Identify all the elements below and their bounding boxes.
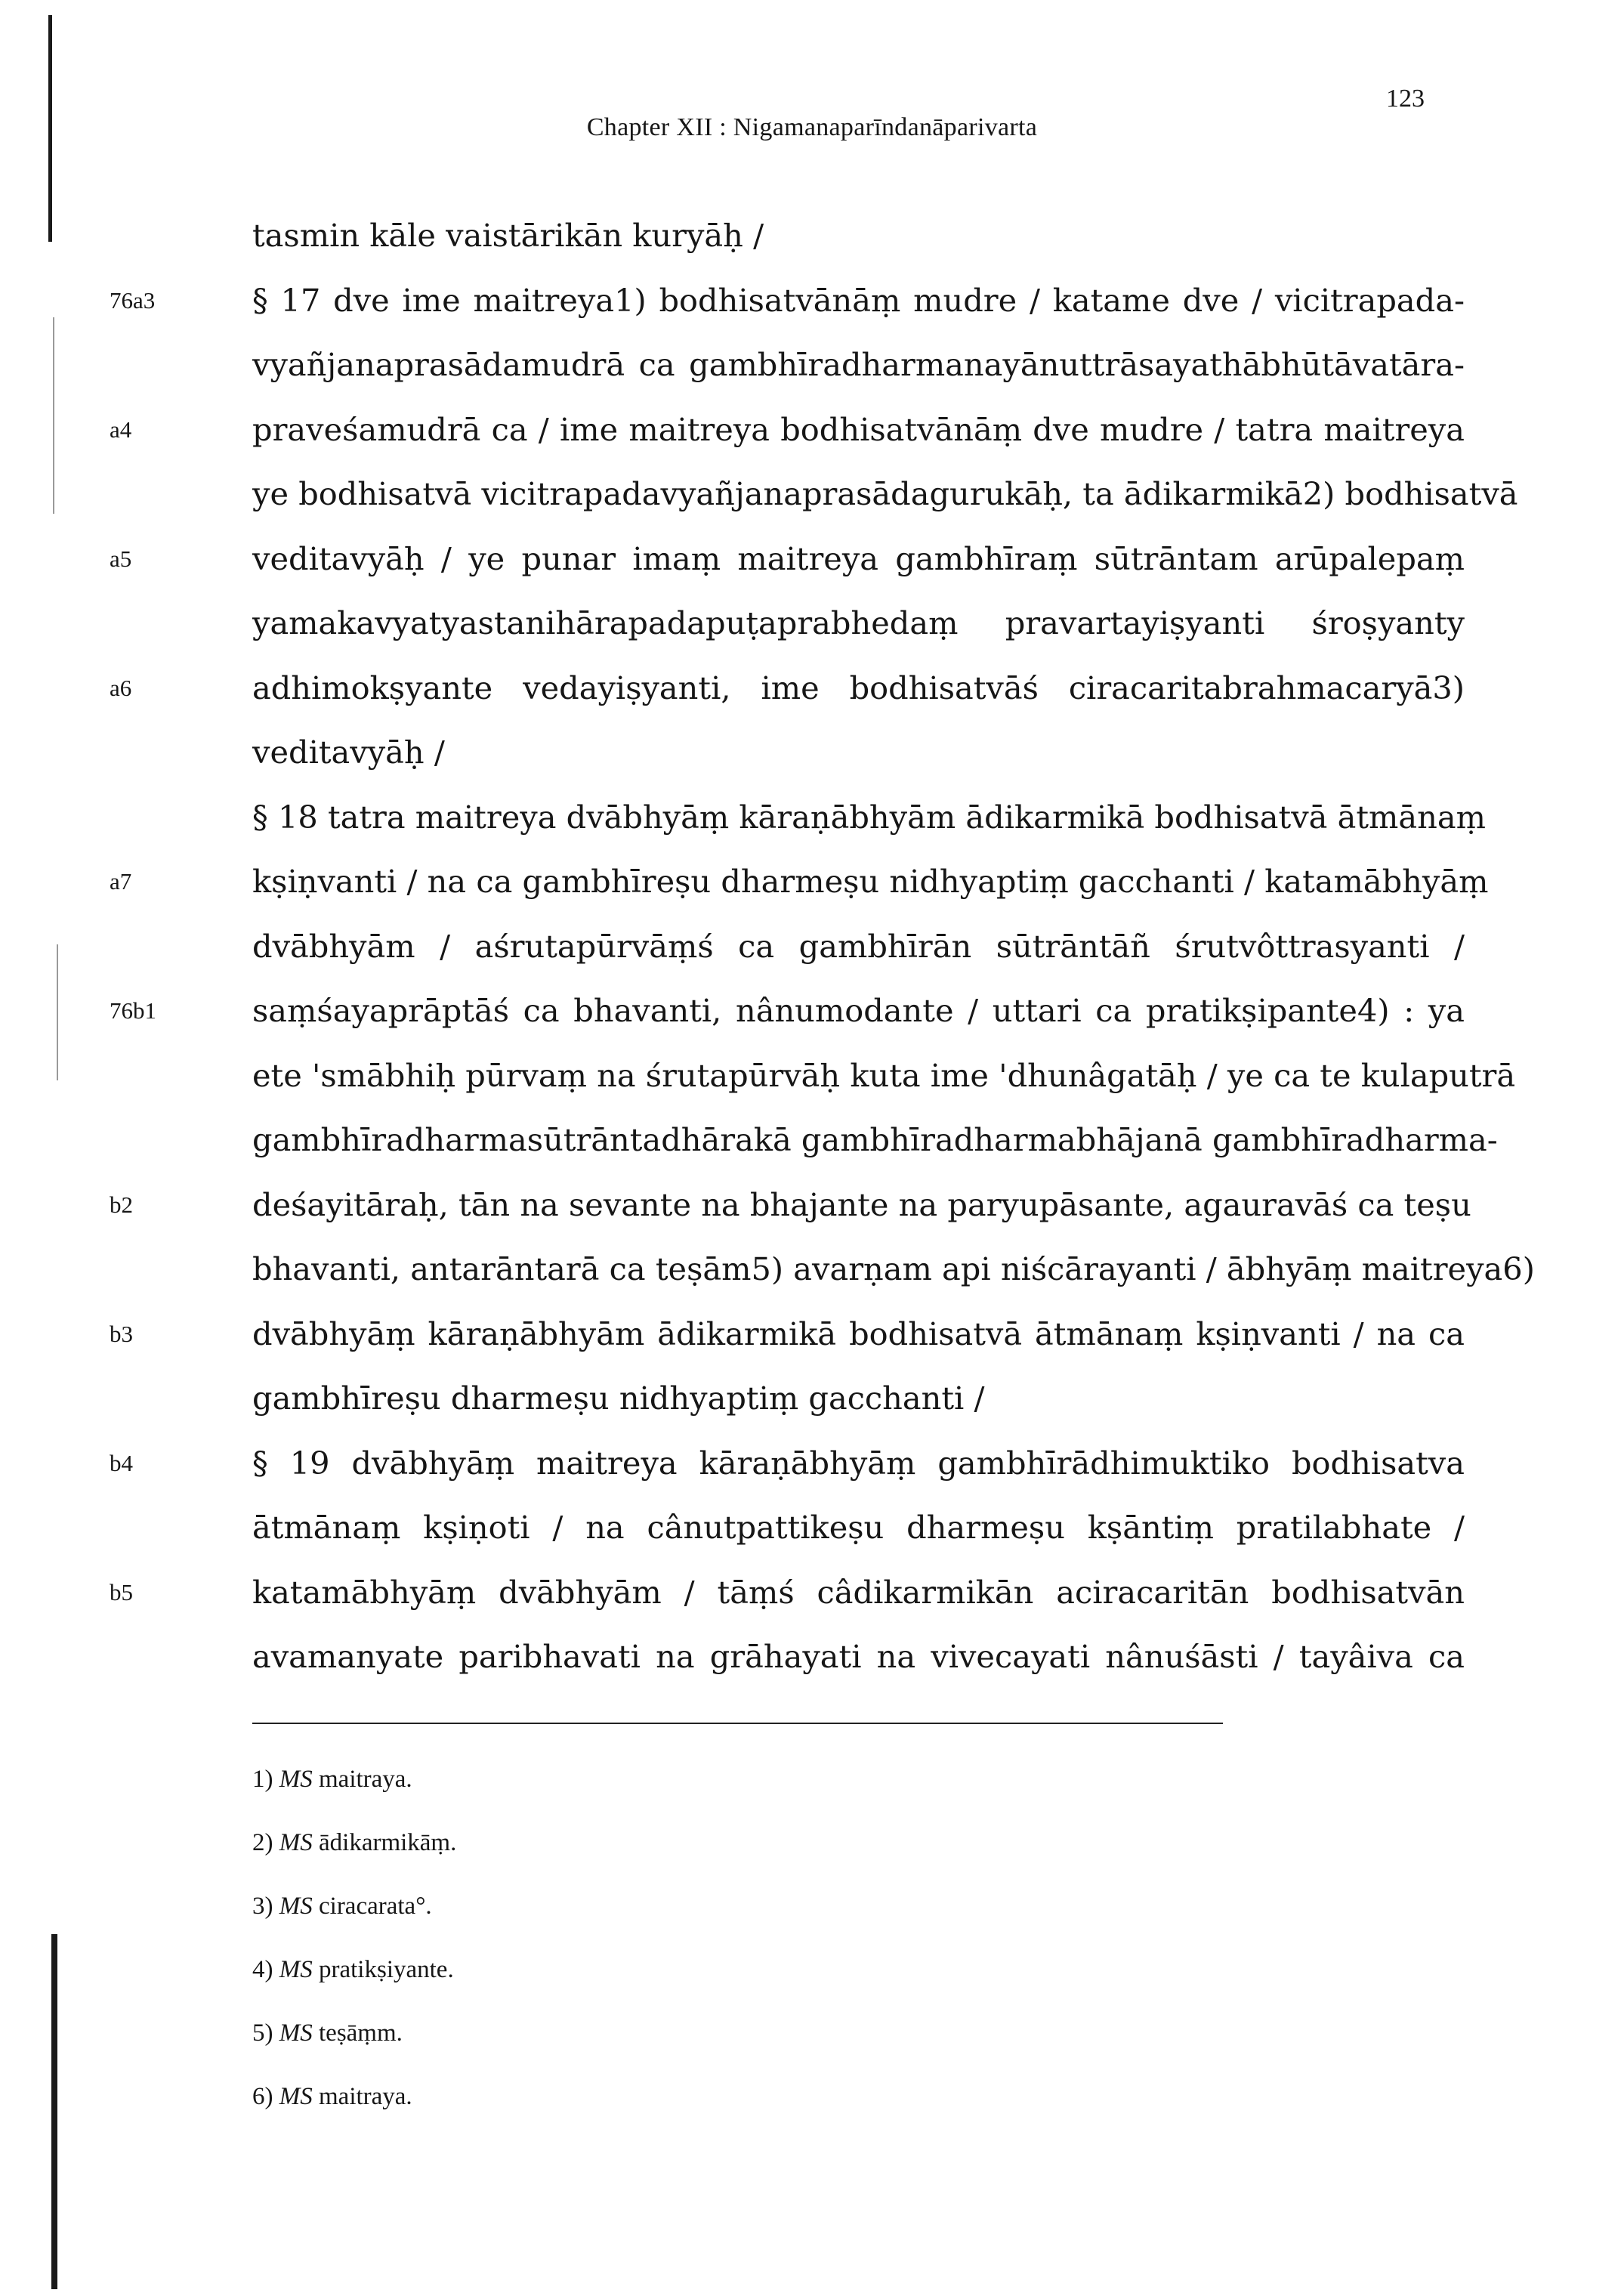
manuscript-siglum: MS [279,2083,313,2110]
footnote-text: ciracarata°. [319,1893,432,1920]
footnote-text: teṣāṃm. [319,2019,403,2047]
text-line: avamanyate paribhavati na grāhayati na vivecayati nânuśāsti / tayâiva ca [252,1638,1465,1675]
footnote-text: ādikarmikāṃ. [319,1829,457,1856]
manuscript-siglum: MS [279,1829,313,1856]
footnote [252,2014,1008,2052]
folio-marker: b2 [110,1191,133,1218]
footnote-text: maitraya. [319,1766,412,1793]
text-line: gambhīradharmasūtrāntadhārakā gambhīradharmabhājanā gambhīradharma- [252,1121,1498,1158]
footnote [252,1824,1008,1862]
text-line: gambhīreṣu dharmeṣu nidhyaptiṃ gacchanti / [252,1380,985,1417]
footnote-number: 4) [252,1956,273,1983]
text-line: veditavyāḥ / ye punar imaṃ maitreya gambhīraṃ sūtrāntam arūpalepaṃ [252,540,1465,577]
text-line: praveśamudrā ca / ime maitreya bodhisatvānāṃ dve mudre / tatra maitreya [252,411,1465,448]
footnote-text: pratikṣiyante. [319,1956,454,1983]
text-line: deśayitāraḥ, tān na sevante na bhajante na paryupāsante, agauravāś ca teṣu [252,1186,1471,1223]
text-line: saṃśayaprāptāś ca bhavanti, nânumodante / uttari ca pratikṣipante4) : ya [252,992,1465,1029]
text-line: ye bodhisatvā vicitrapadavyañjanaprasādagurukāḥ, ta ādikarmikā2) bodhisatvā [252,475,1518,512]
footnote [252,1887,1008,1925]
scan-speck [53,317,54,514]
text-line: yamakavyatyastanihārapadapuṭaprabhedaṃ pravartayiṣyanti śroṣyanty [252,604,1465,641]
page-number: 123 [1386,85,1425,113]
folio-marker: b5 [110,1579,133,1605]
manuscript-siglum: MS [279,1766,313,1793]
text-line: veditavyāḥ / [252,734,445,771]
footnote-rule [252,1723,1223,1724]
text-line: adhimokṣyante vedayiṣyanti, ime bodhisatvāś ciracaritabrahmacaryā3) [252,669,1465,706]
footnote [252,1760,1008,1798]
text-line: dvābhyāṃ kāraṇābhyām ādikarmikā bodhisatvā ātmānaṃ kṣiṇvanti / na ca [252,1315,1465,1352]
text-line: vyañjanaprasādamudrā ca gambhīradharmanayānuttrāsayathābhūtāvatāra- [252,346,1465,383]
footnote-number: 3) [252,1893,273,1920]
manuscript-siglum: MS [279,2019,313,2047]
folio-marker: a5 [110,545,132,572]
folio-marker: a6 [110,675,132,701]
scan-speck [57,944,58,1080]
text-line: tasmin kāle vaistārikān kuryāḥ / [252,217,764,254]
text-line: ete 'smābhiḥ pūrvaṃ na śrutapūrvāḥ kuta ime 'dhunâgatāḥ / ye ca te kulaputrā [252,1057,1516,1094]
text-line: § 18 tatra maitreya dvābhyāṃ kāraṇābhyām ādikarmikā bodhisatvā ātmānaṃ [252,799,1486,836]
folio-marker: 76b1 [110,997,156,1024]
folio-marker: b4 [110,1450,133,1476]
manuscript-siglum: MS [279,1893,313,1920]
footnote-number: 2) [252,1829,273,1856]
text-line: dvābhyām / aśrutapūrvāṃś ca gambhīrān sūtrāntāñ śrutvôttrasyanti / [252,928,1465,965]
text-line: § 17 dve ime maitreya1) bodhisatvānāṃ mudre / katame dve / vicitrapada- [252,282,1465,319]
footnote [252,2078,1008,2115]
text-line: bhavanti, antarāntarā ca teṣām5) avarṇam api niścārayanti / ābhyāṃ maitreya6) [252,1250,1535,1287]
footnote-number: 5) [252,2019,273,2047]
manuscript-siglum: MS [279,1956,313,1983]
footnote-number: 6) [252,2083,273,2110]
scan-edge-bottom [51,1934,57,2289]
footnote-number: 1) [252,1766,273,1793]
running-header: Chapter XII : Nigamanaparīndanāparivarta [586,113,1038,141]
text-line: kṣiṇvanti / na ca gambhīreṣu dharmeṣu nidhyaptiṃ gacchanti / katamābhyāṃ [252,863,1489,900]
text-line: katamābhyāṃ dvābhyām / tāṃś câdikarmikān aciracaritān bodhisatvān [252,1574,1465,1611]
text-line: § 19 dvābhyāṃ maitreya kāraṇābhyāṃ gambhīrādhimuktiko bodhisatva [252,1445,1465,1482]
folio-marker: b3 [110,1321,133,1347]
folio-marker: a7 [110,868,132,895]
text-line: ātmānaṃ kṣiṇoti / na cânutpattikeṣu dharmeṣu kṣāntiṃ pratilabhate / [252,1509,1465,1546]
footnote-text: maitraya. [319,2083,412,2110]
folio-marker: 76a3 [110,287,156,314]
footnote [252,1951,1008,1989]
folio-marker: a4 [110,416,132,443]
